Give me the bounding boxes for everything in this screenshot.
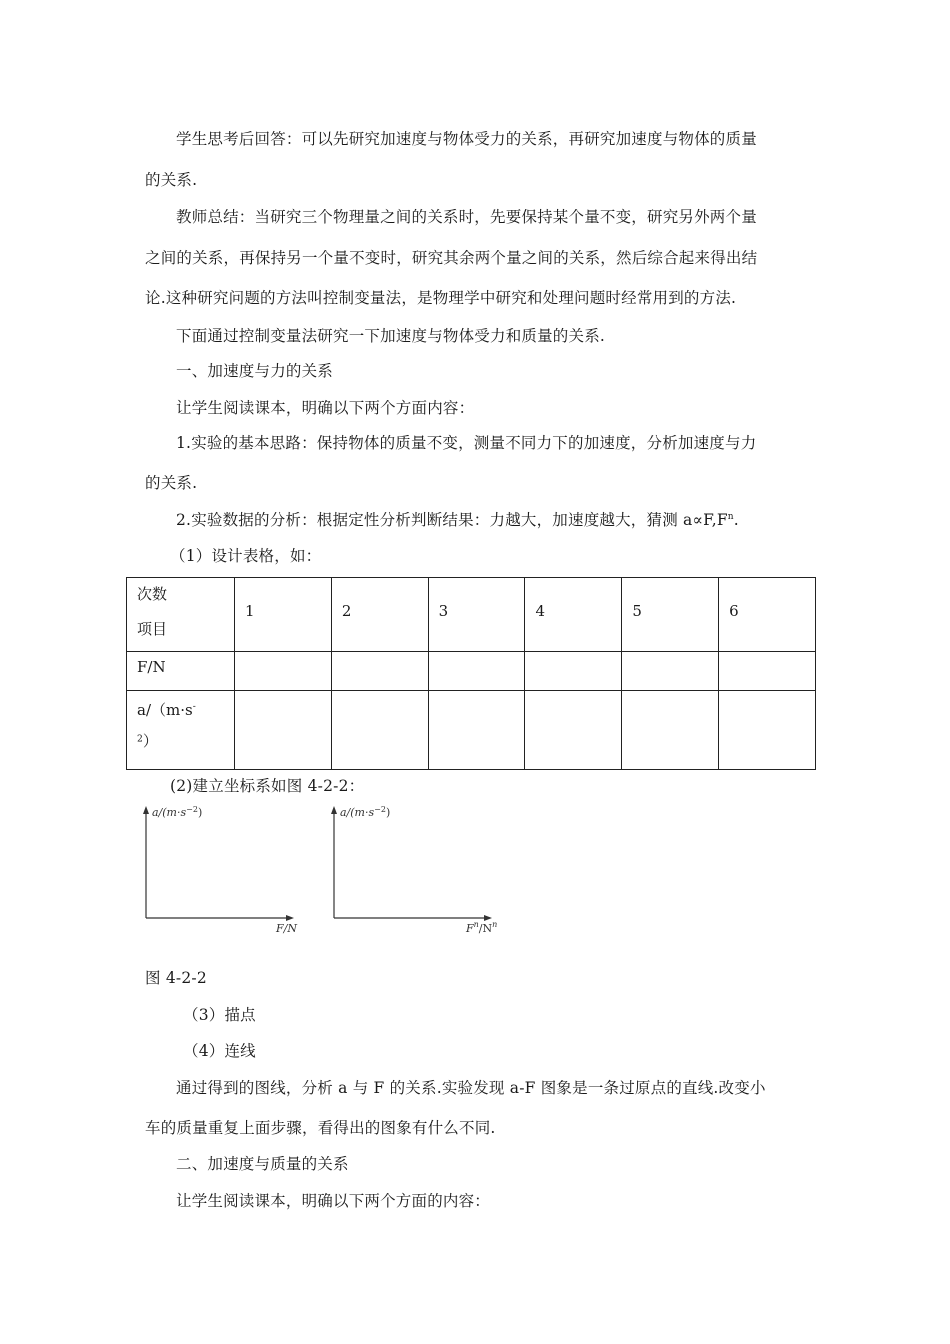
table-row — [127, 578, 816, 652]
paragraph-read-textbook-2: 让学生阅读课本，明确以下两个方面的内容： — [176, 1192, 491, 1210]
row-label-force: F/N — [137, 658, 166, 676]
data-table — [126, 577, 816, 770]
section-heading-mass: 二、加速度与质量的关系 — [176, 1155, 349, 1173]
x-axis-label — [465, 920, 497, 935]
table-row — [127, 691, 816, 770]
table-cell — [127, 691, 235, 770]
table-cell — [525, 578, 622, 652]
y-label-text: a/(m·s — [152, 806, 187, 819]
column-number: 5 — [632, 602, 642, 620]
table-header-cell — [127, 578, 235, 652]
paragraph-teacher-summary-cont2: 论.这种研究问题的方法叫控制变量法，是物理学中研究和处理问题时经常用到的方法. — [145, 289, 737, 307]
x-axis-arrow-icon — [484, 915, 492, 921]
y-label-close: ) — [385, 806, 391, 819]
section-heading-force: 一、加速度与力的关系 — [176, 362, 334, 380]
y-axis-arrow-icon — [143, 806, 149, 814]
x-label-mid: /N — [478, 922, 493, 935]
table-cell — [428, 578, 525, 652]
y-label-sup: −2 — [374, 805, 386, 814]
data-analysis-text: 2.实验数据的分析：根据定性分析判断结果：力越大，加速度越大，猜测 a∝F,F — [176, 511, 728, 529]
paragraph-graph-analysis-cont: 车的质量重复上面步骤，看得出的图象有什么不同. — [145, 1119, 496, 1137]
header-item-label: 项目 — [137, 620, 168, 638]
paragraph-intro: 下面通过控制变量法研究一下加速度与物体受力和质量的关系. — [176, 327, 606, 345]
table-cell — [622, 691, 719, 770]
paragraph-graph-analysis: 通过得到的图线，分析 a 与 F 的关系.实验发现 a-F 图象是一条过原点的直线.改变小 — [176, 1079, 766, 1097]
x-axis-label: F/N — [276, 922, 297, 935]
data-analysis-end: . — [733, 511, 739, 529]
paragraph-data-analysis — [176, 508, 739, 530]
accel-label-sup: - — [192, 702, 196, 712]
paragraph-coordinate-system: (2)建立坐标系如图 4-2-2： — [170, 777, 365, 795]
column-number: 1 — [245, 602, 255, 620]
graph-a-vs-fn — [316, 800, 516, 944]
graph-a-vs-f-svg — [128, 800, 308, 940]
table-cell — [525, 691, 622, 770]
table-cell — [428, 691, 525, 770]
table-cell — [622, 652, 719, 691]
table-cell — [622, 578, 719, 652]
graph-a-vs-fn-svg — [316, 800, 516, 940]
y-axis-label — [340, 805, 390, 819]
column-number: 2 — [341, 602, 352, 620]
y-label-sup: −2 — [186, 805, 198, 814]
table-cell — [428, 652, 525, 691]
paragraph-student-answer-cont: 的关系. — [145, 171, 198, 189]
paragraph-student-answer: 学生思考后回答：可以先研究加速度与物体受力的关系，再研究加速度与物体的质量 — [176, 130, 757, 148]
table-cell — [235, 691, 332, 770]
table-cell — [719, 652, 816, 691]
data-analysis-sup: n — [727, 511, 734, 522]
y-axis-arrow-icon — [331, 806, 337, 814]
accel-label-text: a/（m·s — [137, 701, 193, 719]
column-number: 4 — [535, 602, 546, 620]
paragraph-read-textbook: 让学生阅读课本，明确以下两个方面内容： — [176, 399, 475, 417]
table-cell — [719, 578, 816, 652]
x-axis-arrow-icon — [286, 915, 294, 921]
y-label-close: ) — [197, 806, 203, 819]
paragraph-connect-line: （4）连线 — [183, 1042, 256, 1060]
accel-label-close: ） — [142, 732, 158, 750]
x-label-sup2: n — [492, 920, 498, 929]
header-count-label: 次数 — [137, 585, 168, 603]
figure-caption: 图 4-2-2 — [145, 969, 207, 987]
paragraph-plot-points: （3）描点 — [183, 1006, 256, 1024]
y-label-text: a/(m·s — [340, 806, 375, 819]
table-cell — [235, 652, 332, 691]
table-row — [127, 652, 816, 691]
paragraph-design-table: （1）设计表格，如： — [170, 547, 322, 565]
x-label-base: F — [466, 922, 474, 935]
table-cell — [331, 578, 428, 652]
table-cell — [331, 691, 428, 770]
row-label-accel-cont — [137, 730, 234, 751]
table-cell — [719, 691, 816, 770]
table-cell — [525, 652, 622, 691]
graph-a-vs-f — [128, 800, 308, 944]
paragraph-basic-idea-cont: 的关系. — [145, 474, 198, 492]
table-cell — [127, 652, 235, 691]
accel-label-exp: 2 — [137, 733, 143, 745]
table-cell — [235, 578, 332, 652]
paragraph-basic-idea: 1.实验的基本思路：保持物体的质量不变，测量不同力下的加速度，分析加速度与力 — [176, 434, 757, 452]
table-cell — [331, 652, 428, 691]
column-number: 3 — [438, 602, 449, 620]
paragraph-teacher-summary: 教师总结：当研究三个物理量之间的关系时，先要保持某个量不变，研究另外两个量 — [176, 208, 757, 226]
y-axis-label — [152, 805, 202, 819]
column-number: 6 — [729, 602, 739, 620]
paragraph-teacher-summary-cont1: 之间的关系，再保持另一个量不变时，研究其余两个量之间的关系，然后综合起来得出结 — [145, 249, 758, 267]
row-label-accel — [137, 699, 234, 720]
x-label-sup1: n — [473, 920, 479, 929]
